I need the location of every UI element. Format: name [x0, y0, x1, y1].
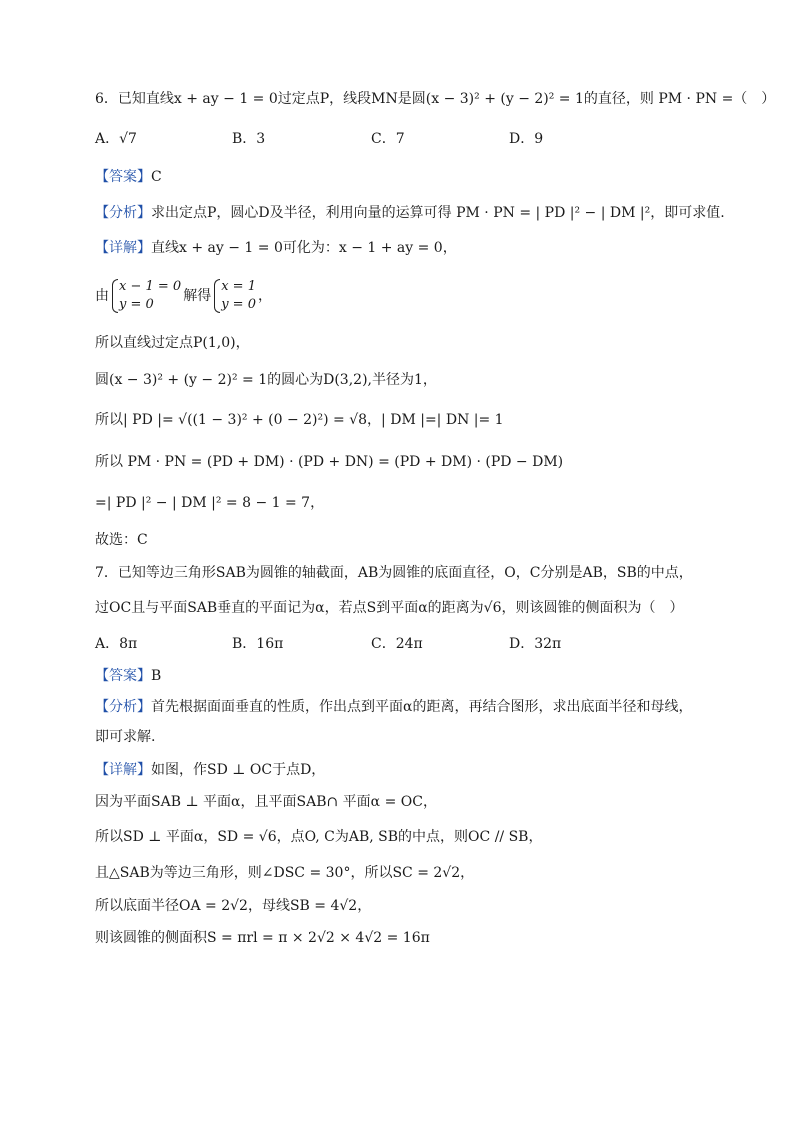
q6-system-2	[213, 278, 256, 314]
q6-answer: C	[151, 169, 162, 185]
q6-detail-1: 直线x + ay − 1 = 0可化为：x − 1 + ay = 0，	[151, 240, 457, 256]
q6-detail-2-post: ，	[257, 288, 272, 304]
q6-answer-line	[95, 167, 162, 187]
q6-detail-line-2	[95, 276, 272, 316]
q6-answer-tag: 【答案】	[95, 169, 151, 185]
q6-system-2-eq1: x = 1	[221, 279, 256, 294]
q7-analysis-tag: 【分析】	[95, 699, 151, 715]
q7-detail-line-5: 所以底面半径OA = 2√2，母线SB = 4√2，	[95, 898, 372, 914]
q7-stem-line-2: 过OC且与平面SAB垂直的平面记为α，若点S到平面α的距离为√6，则该圆锥的侧面积为（ ）	[95, 600, 684, 616]
q7-detail-line-2: 因为平面SAB ⊥ 平面α，且平面SAB∩ 平面α = OC，	[95, 794, 437, 810]
q6-analysis: 求出定点P，圆心D及半径，利用向量的运算可得 PM · PN = | PD |² − | DM |²，即可求值.	[151, 205, 725, 221]
q7-analysis-1: 首先根据面面垂直的性质，作出点到平面α的距离，再结合图形，求出底面半径和母线，	[151, 699, 693, 715]
q6-system-1	[111, 278, 181, 314]
q6-detail-tag: 【详解】	[95, 240, 151, 256]
q6-system-1-eq1: x − 1 = 0	[119, 279, 182, 294]
q7-analysis-line-2: 即可求解.	[95, 729, 156, 745]
q6-analysis-line	[95, 203, 725, 223]
q7-option-a: A．8π	[95, 636, 138, 652]
q7-detail-line-4: 且△SAB为等边三角形，则∠DSC = 30°，所以SC = 2√2，	[95, 865, 475, 881]
q6-option-d: D．9	[509, 131, 544, 147]
q6-detail-line-4: 圆(x − 3)² + (y − 2)² = 1的圆心为D(3,2),半径为1，	[95, 372, 437, 388]
q7-detail-line-3: 所以SD ⊥ 平面α，SD = √6，点O, C为AB, SB的中点，则OC // SB，	[95, 829, 543, 845]
q6-option-c: C．7	[371, 131, 405, 147]
q6-detail-line-7: =| PD |² − | DM |² = 8 − 1 = 7，	[95, 495, 325, 511]
q7-option-d: D．32π	[509, 636, 562, 652]
q6-system-1-eq2: y = 0	[119, 297, 154, 312]
q7-answer: B	[151, 668, 162, 684]
q6-system-2-eq2: y = 0	[221, 297, 256, 312]
q6-detail-line-5: 所以| PD |= √((1 − 3)² + (0 − 2)²) = √8，| DM |=| DN |= 1	[95, 412, 504, 428]
q7-option-b: B．16π	[232, 636, 284, 652]
q7-stem-line-1: 7．已知等边三角形SAB为圆锥的轴截面，AB为圆锥的底面直径，O，C分别是AB，SB的中点，	[95, 565, 693, 581]
q6-conclusion: 故选：C	[95, 532, 148, 548]
q7-option-c: C．24π	[371, 636, 423, 652]
q6-stem: 6．已知直线x + ay − 1 = 0过定点P，线段MN是圆(x − 3)² + (y − 2)² = 1的直径，则 PM · PN =（ ）	[95, 91, 776, 107]
q6-detail-line-1	[95, 238, 457, 258]
q6-detail-2-mid: 解得	[183, 288, 212, 304]
q7-analysis-line-1	[95, 697, 692, 717]
q6-option-b: B．3	[232, 131, 266, 147]
q7-detail-line-1	[95, 760, 325, 780]
q7-detail-tag: 【详解】	[95, 762, 151, 778]
q6-detail-2-pre: 由	[95, 288, 109, 304]
q7-answer-line	[95, 666, 161, 686]
q7-detail-line-6: 则该圆锥的侧面积S = πrl = π × 2√2 × 4√2 = 16π	[95, 930, 430, 946]
q6-analysis-tag: 【分析】	[95, 205, 151, 221]
q6-detail-line-3: 所以直线过定点P(1,0)，	[95, 335, 250, 351]
q6-option-a: A．√7	[95, 131, 137, 147]
q6-detail-line-6: 所以 PM · PN = (PD + DM) · (PD + DN) = (PD + DM) · (PD − DM)	[95, 454, 564, 470]
q7-detail-1: 如图，作SD ⊥ OC于点D，	[151, 762, 326, 778]
q7-answer-tag: 【答案】	[95, 668, 151, 684]
